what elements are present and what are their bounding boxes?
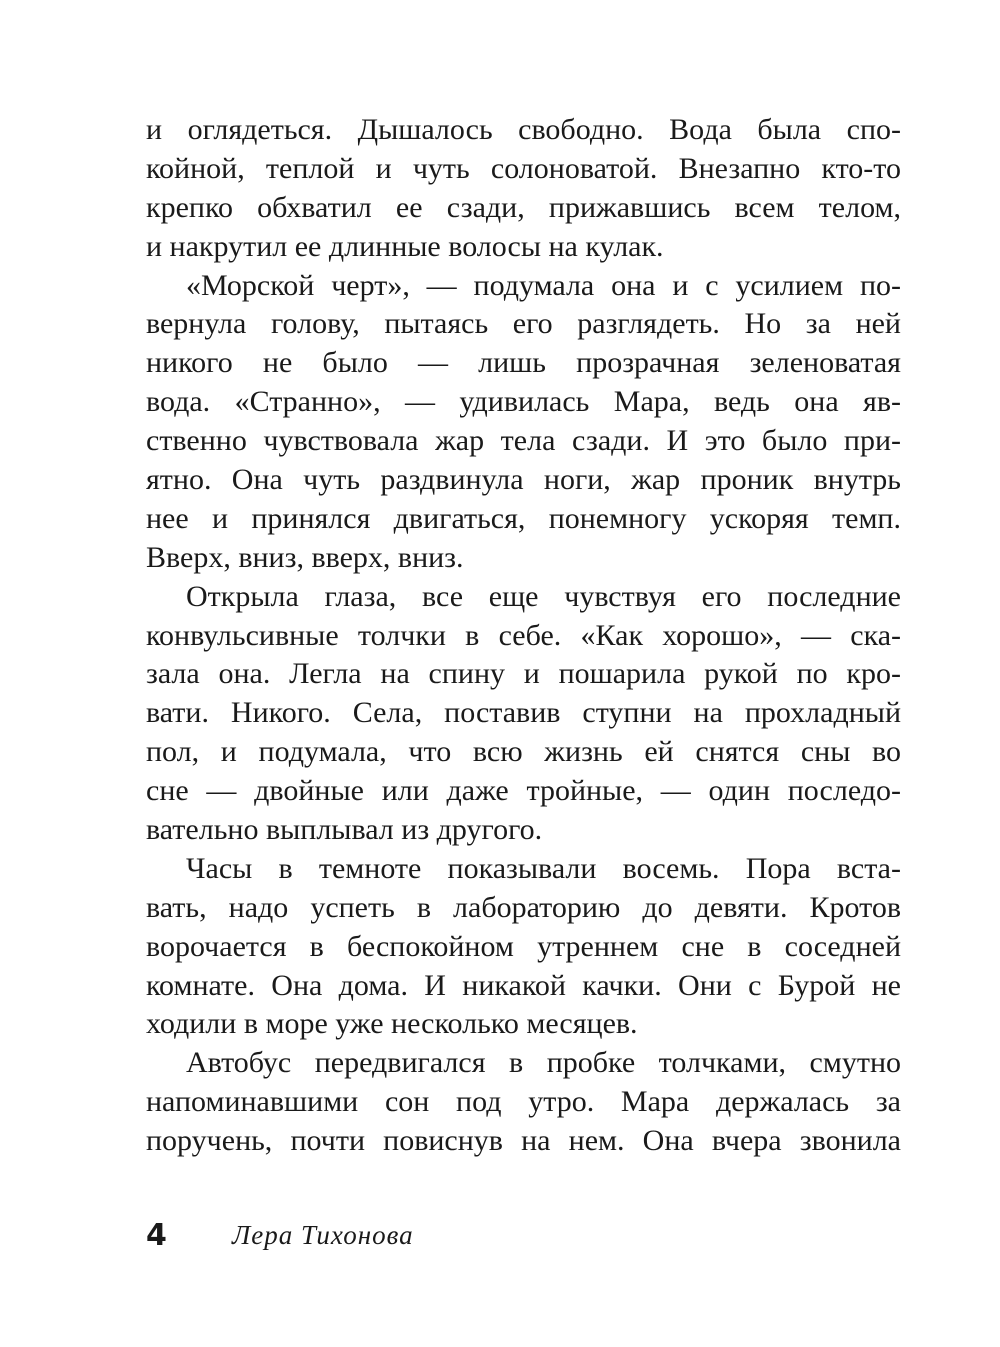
text-line: Часы в темноте показывали восемь. Пора вста- xyxy=(186,851,901,885)
text-line: вернула голову, пытаясь его разглядеть. Но за ней xyxy=(146,307,901,341)
text-line: напоминавшими сон под утро. Мара держалась за xyxy=(146,1085,901,1119)
text-line: и оглядеться. Дышалось свободно. Вода была спо- xyxy=(146,113,901,146)
text-line: крепко обхватил ее сзади, прижавшись всем телом, xyxy=(146,190,901,224)
text-line: Вверх, вниз, вверх, вниз. xyxy=(146,540,464,574)
text-line: и накрутил ее длинные волосы на кулак. xyxy=(146,229,664,263)
text-line: нее и принялся двигаться, понемногу ускоряя темп. xyxy=(146,501,901,535)
text-line: комнате. Она дома. И никакой качки. Они с Бурой не xyxy=(146,968,901,1002)
text-line: вати. Никого. Села, поставив ступни на прохладный xyxy=(146,696,901,730)
text-line: вода. «Странно», — удивилась Мара, ведь она яв- xyxy=(146,385,901,419)
running-footer-author: Лера Тихонова xyxy=(232,1219,414,1250)
text-line: поручень, почти повиснув на нем. Она вчера звонила xyxy=(146,1124,901,1158)
body-text xyxy=(146,111,901,1161)
text-line: Автобус передвигался в пробке толчками, смутно xyxy=(186,1046,901,1080)
text-line: ятно. Она чуть раздвинула ноги, жар проник внутрь xyxy=(146,463,901,497)
text-line: пол, и подумала, что всю жизнь ей снятся сны во xyxy=(146,735,901,769)
page-number: 4 xyxy=(146,1217,167,1253)
text-line: «Морской черт», — подумала она и с усилием по- xyxy=(186,268,901,302)
paragraph xyxy=(146,1044,901,1161)
text-line: сне — двойные или даже тройные, — один последо- xyxy=(146,774,901,808)
paragraph xyxy=(146,111,901,267)
paragraph xyxy=(146,578,901,850)
text-line: Открыла глаза, все еще чувствуя его последние xyxy=(186,579,901,613)
paragraph xyxy=(146,267,901,578)
text-line: вательно выплывал из другого. xyxy=(146,813,543,847)
text-line: ственно чувствовала жар тела сзади. И это было при- xyxy=(146,424,901,458)
text-line: никого не было — лишь прозрачная зеленоватая xyxy=(146,346,901,380)
text-line: койной, теплой и чуть солоноватой. Внезапно кто-то xyxy=(146,151,901,185)
paragraph xyxy=(146,850,901,1044)
text-line: ходили в море уже несколько месяцев. xyxy=(146,1007,638,1041)
text-line: зала она. Легла на спину и пошарила рукой по кро- xyxy=(146,657,901,691)
page-footer xyxy=(146,1213,414,1257)
text-line: вать, надо успеть в лабораторию до девяти. Кротов xyxy=(146,890,901,924)
text-line: ворочается в беспокойном утреннем сне в соседней xyxy=(146,929,901,963)
text-line: конвульсивные толчки в себе. «Как хорошо», — ска- xyxy=(146,618,901,652)
